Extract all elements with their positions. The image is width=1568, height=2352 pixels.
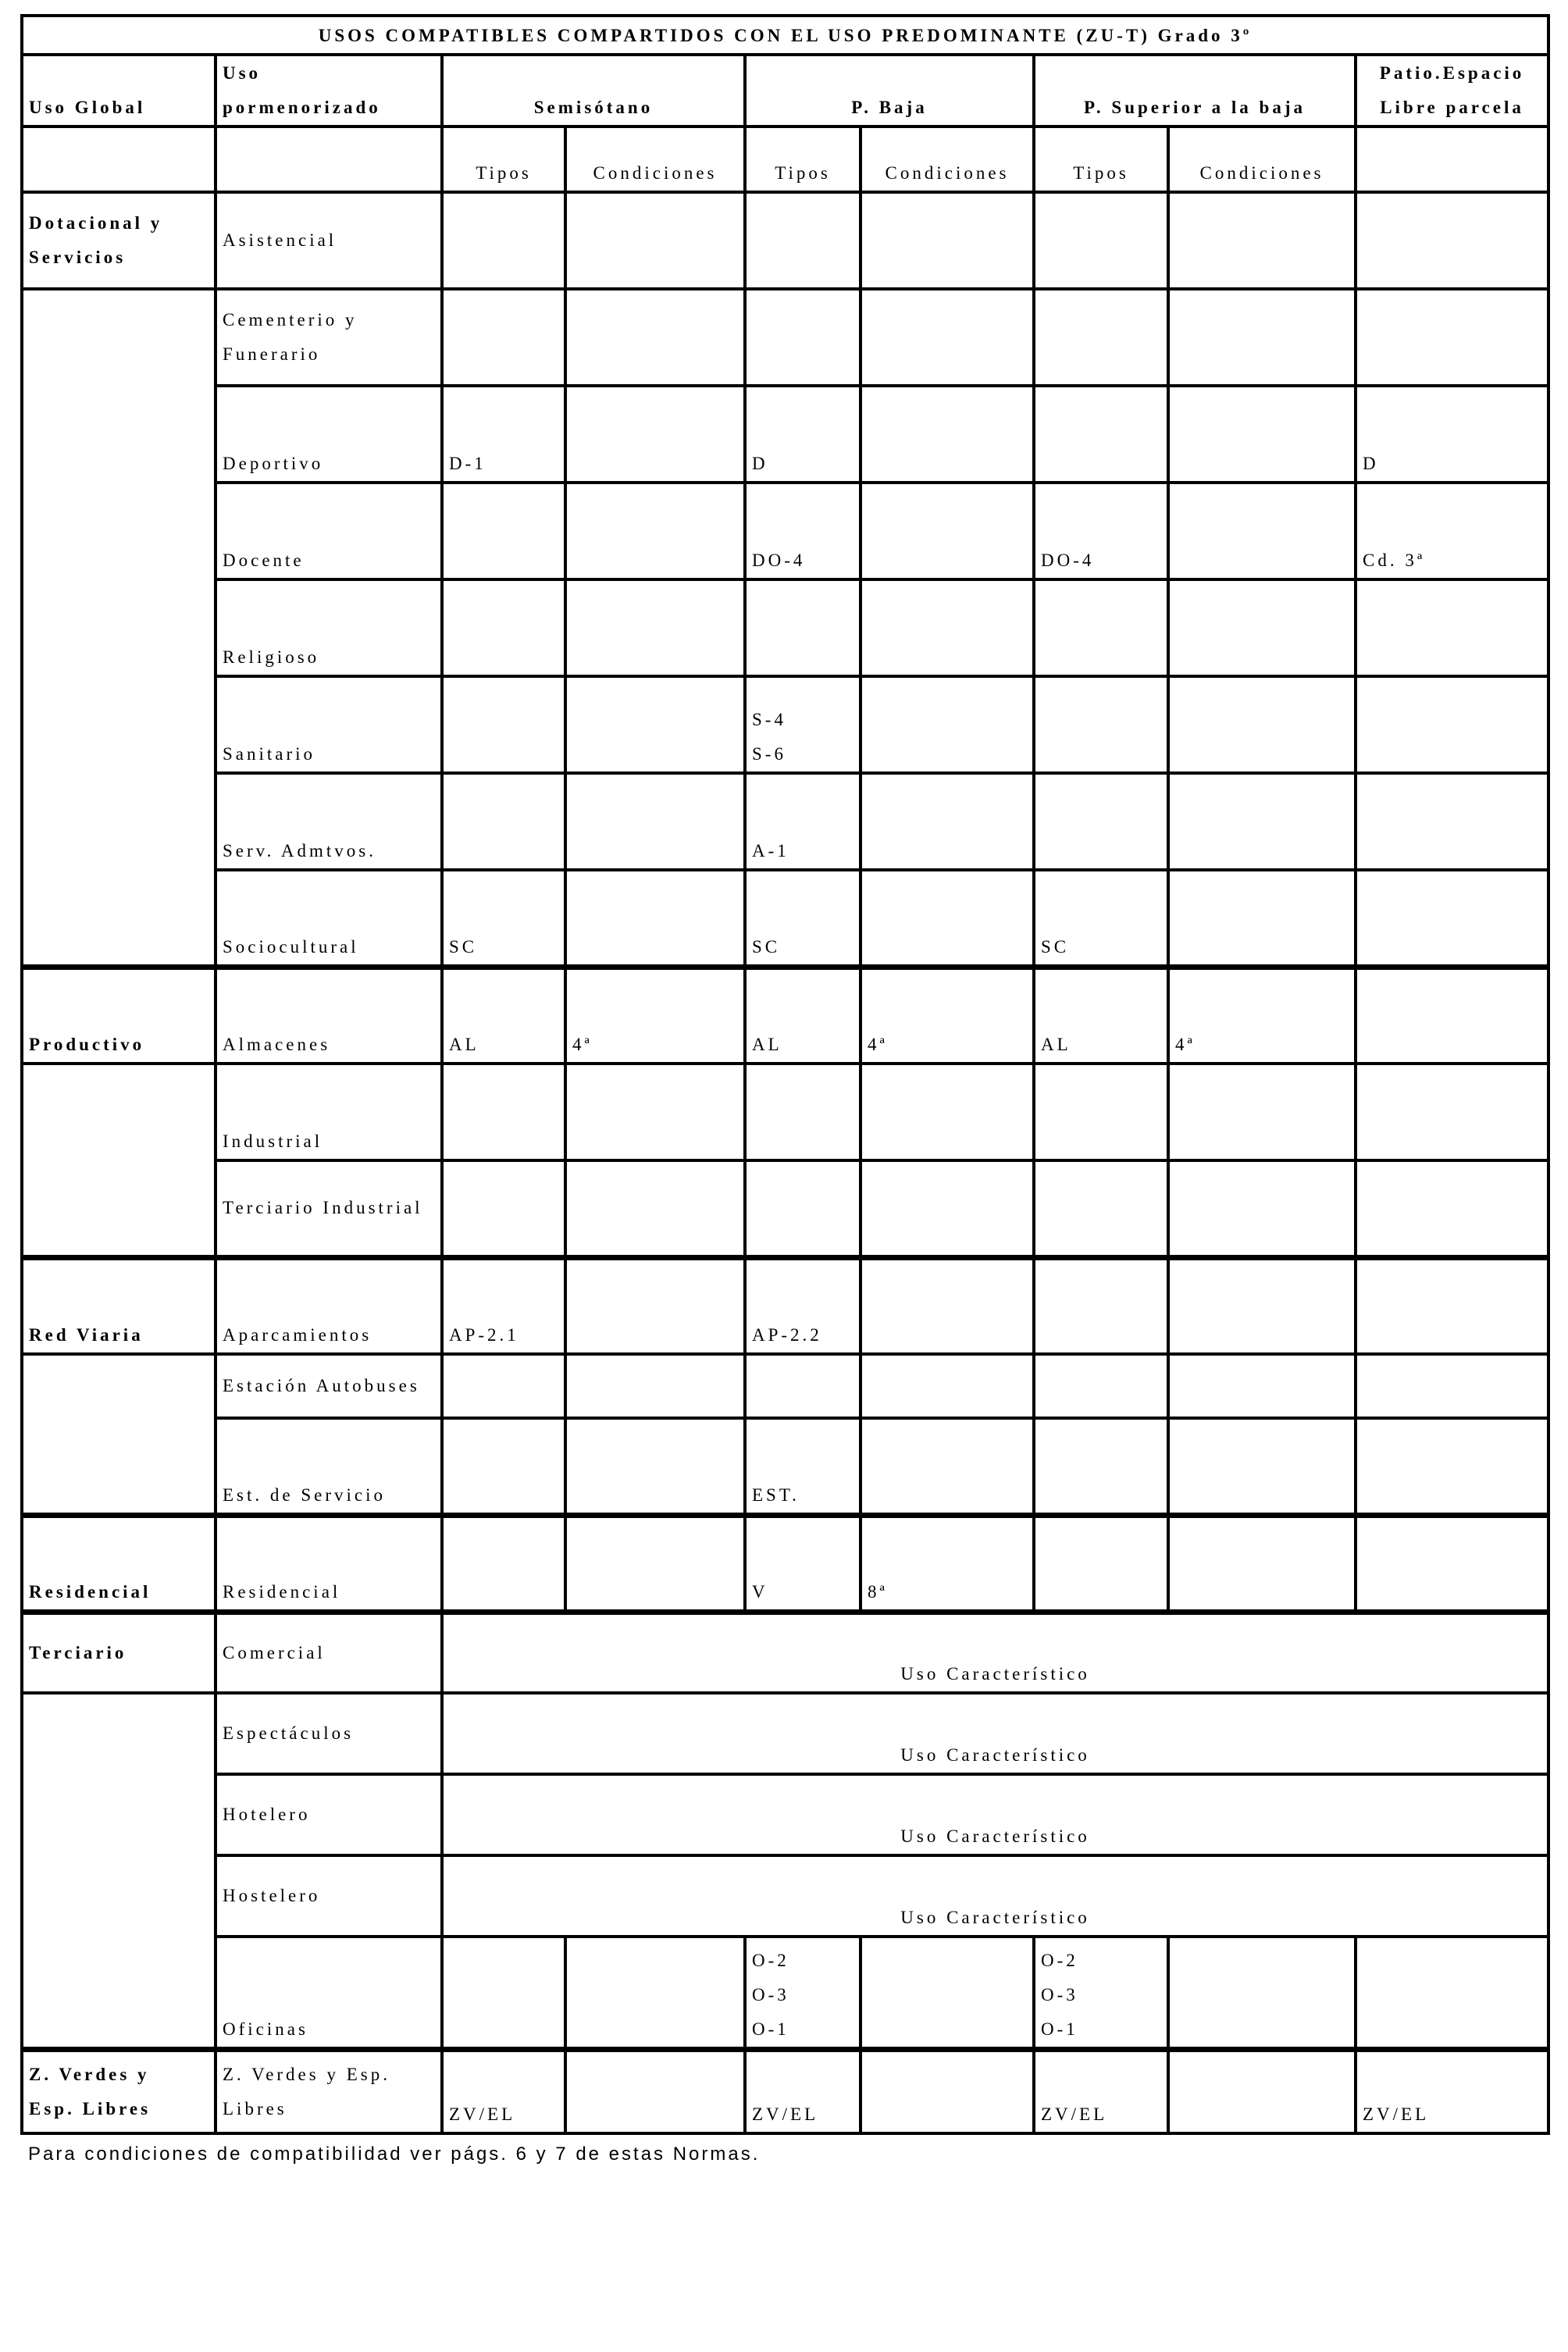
row-label: Religioso: [216, 579, 442, 676]
group-terciario: Terciario: [22, 1612, 216, 1693]
row-label: Sanitario: [216, 676, 442, 773]
row-label: Hostelero: [216, 1855, 442, 1937]
table-row: [22, 967, 1548, 1064]
cell-value: D: [1356, 386, 1548, 483]
row-label: Industrial: [216, 1064, 442, 1160]
row-label: Terciario Industrial: [216, 1160, 442, 1257]
footnote: Para condiciones de compatibilidad ver págs. 6 y 7 de estas Normas.: [28, 2144, 761, 2165]
row-label: Aparcamientos: [216, 1257, 442, 1354]
table-row: [22, 676, 1548, 773]
row-label: Residencial: [216, 1515, 442, 1612]
cell-value: V: [745, 1515, 861, 1612]
group-red-viaria: Red Viaria: [22, 1257, 216, 1354]
cell-value: D: [745, 386, 861, 483]
row-label: Serv. Admtvos.: [216, 773, 442, 870]
row-label: Asistencial: [216, 192, 442, 289]
cell-value: AP-2.2: [745, 1257, 861, 1354]
row-label: Deportivo: [216, 386, 442, 483]
table-row: [22, 870, 1548, 967]
table-row: [22, 1354, 1548, 1418]
compatibility-table: [20, 14, 1550, 2135]
table-row: [22, 192, 1548, 289]
cell-value: SC: [745, 870, 861, 967]
cell-value: O-2 O-3 O-1: [1034, 1937, 1168, 2049]
group-zverdes: Z. Verdes y Esp. Libres: [22, 2049, 216, 2133]
cell-value: S-4 S-6: [745, 676, 861, 773]
span-uso-caracteristico: Uso Característico: [442, 1774, 1548, 1855]
span-uso-caracteristico: Uso Característico: [442, 1693, 1548, 1774]
subheader-condiciones: Condiciones: [861, 127, 1034, 192]
table-row: [22, 386, 1548, 483]
cell-value: 8ª: [861, 1515, 1034, 1612]
group-productivo: Productivo: [22, 967, 216, 1064]
table-row: [22, 1937, 1548, 2049]
table-row: [22, 1855, 1548, 1937]
subheader-empty: [1356, 127, 1548, 192]
cell-value: AL: [1034, 967, 1168, 1064]
cell-value: ZV/EL: [442, 2049, 565, 2133]
table-row: [22, 289, 1548, 386]
cell-value: AL: [745, 967, 861, 1064]
subheader-empty: [22, 127, 216, 192]
row-label: Z. Verdes y Esp. Libres: [216, 2049, 442, 2133]
row-label: Cementerio y Funerario: [216, 289, 442, 386]
span-uso-caracteristico: Uso Característico: [442, 1855, 1548, 1937]
table-row: [22, 579, 1548, 676]
cell-value: 4ª: [565, 967, 745, 1064]
cell-value: 4ª: [1168, 967, 1356, 1064]
table-row: [22, 1418, 1548, 1515]
table-row: [22, 1515, 1548, 1612]
header-p-baja: P. Baja: [745, 55, 1034, 127]
cell-value: DO-4: [1034, 483, 1168, 579]
row-label: Comercial: [216, 1612, 442, 1693]
subheader-condiciones: Condiciones: [1168, 127, 1356, 192]
subheader-tipos: Tipos: [745, 127, 861, 192]
table-row: [22, 1774, 1548, 1855]
row-label: Espectáculos: [216, 1693, 442, 1774]
header-uso-global: Uso Global: [22, 55, 216, 127]
cell-value: AP-2.1: [442, 1257, 565, 1354]
cell-value: SC: [1034, 870, 1168, 967]
cell-value: O-2 O-3 O-1: [745, 1937, 861, 2049]
row-label: Oficinas: [216, 1937, 442, 2049]
span-uso-caracteristico: Uso Característico: [442, 1612, 1548, 1693]
header-patio: Patio.Espacio Libre parcela: [1356, 55, 1548, 127]
subheader-tipos: Tipos: [1034, 127, 1168, 192]
cell-value: D-1: [442, 386, 565, 483]
row-label: Hotelero: [216, 1774, 442, 1855]
group-spacer: [22, 289, 216, 967]
row-label: Docente: [216, 483, 442, 579]
group-spacer: [22, 1354, 216, 1515]
cell-value: ZV/EL: [1034, 2049, 1168, 2133]
table-row: [22, 1257, 1548, 1354]
table-row: [22, 1064, 1548, 1160]
row-label: Est. de Servicio: [216, 1418, 442, 1515]
cell-value: A-1: [745, 773, 861, 870]
subheader-tipos: Tipos: [442, 127, 565, 192]
header-semisotano: Semisótano: [442, 55, 745, 127]
cell-value: ZV/EL: [1356, 2049, 1548, 2133]
header-p-superior: P. Superior a la baja: [1034, 55, 1356, 127]
table-row: [22, 1160, 1548, 1257]
cell-value: ZV/EL: [745, 2049, 861, 2133]
header-uso-pormenorizado: Uso pormenorizado: [216, 55, 442, 127]
cell-value: Cd. 3ª: [1356, 483, 1548, 579]
cell-value: EST.: [745, 1418, 861, 1515]
row-label: Estación Autobuses: [216, 1354, 442, 1418]
group-spacer: [22, 1693, 216, 2049]
row-label: Almacenes: [216, 967, 442, 1064]
group-dotacional: Dotacional y Servicios: [22, 192, 216, 289]
table-row: [22, 773, 1548, 870]
table-title: USOS COMPATIBLES COMPARTIDOS CON EL USO PREDOMINANTE (ZU-T) Grado 3º: [22, 16, 1548, 55]
cell-value: SC: [442, 870, 565, 967]
row-label: Sociocultural: [216, 870, 442, 967]
subheader-empty: [216, 127, 442, 192]
cell-value: DO-4: [745, 483, 861, 579]
group-spacer: [22, 1064, 216, 1257]
table-row: [22, 1612, 1548, 1693]
cell-value: 4ª: [861, 967, 1034, 1064]
table-row: [22, 1693, 1548, 1774]
table-row: [22, 483, 1548, 579]
group-residencial: Residencial: [22, 1515, 216, 1612]
subheader-condiciones: Condiciones: [565, 127, 745, 192]
cell-value: AL: [442, 967, 565, 1064]
table-row: [22, 2049, 1548, 2133]
document: [20, 14, 1547, 2135]
